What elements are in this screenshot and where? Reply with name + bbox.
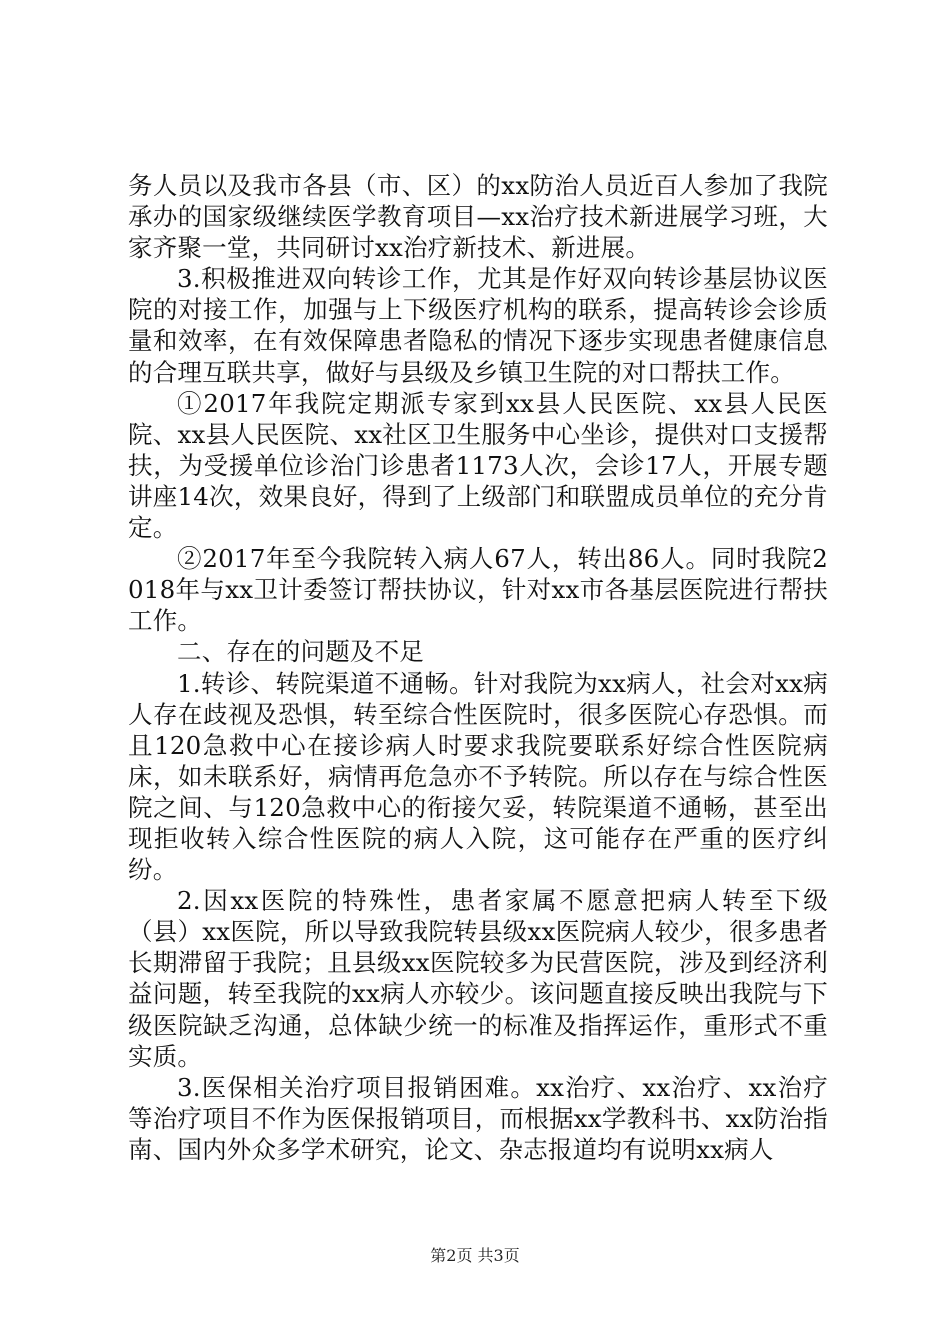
paragraph-item-3: 3.积极推进双向转诊工作，尤其是作好双向转诊基层协议医院的对接工作，加强与上下级医疗机构的联系，提高转诊会诊质量和效率，在有效保障患者隐私的情况下逐步实现患者健康信息的合理互联共享，做好与县级及乡镇卫生院的对口帮扶工作。	[128, 264, 828, 387]
paragraph-subitem-1: ①2017年我院定期派专家到xx县人民医院、xx县人民医院、xx县人民医院、xx社区卫生服务中心坐诊，提供对口支援帮扶，为受援单位诊治门诊患者1173人次，会诊17人，开展专题讲座14次，效果良好，得到了上级部门和联盟成员单位的充分肯定。	[128, 388, 828, 543]
document-body	[128, 170, 828, 1165]
paragraph-problem-2: 2.因xx医院的特殊性，患者家属不愿意把病人转至下级（县）xx医院，所以导致我院转县级xx医院病人较少，很多患者长期滞留于我院；且县级xx医院较多为民营医院，涉及到经济利益问题，转至我院的xx病人亦较少。该问题直接反映出我院与下级医院缺乏沟通，总体缺少统一的标准及指挥运作，重形式不重实质。	[128, 886, 828, 1071]
page-number-footer: 第2页 共3页	[430, 1246, 520, 1265]
paragraph-problem-1: 1.转诊、转院渠道不通畅。针对我院为xx病人，社会对xx病人存在歧视及恐惧，转至综合性医院时，很多医院心存恐惧。而且120急救中心在接诊病人时要求我院要联系好综合性医院病床，如未联系好，病情再危急亦不予转院。所以存在与综合性医院之间、与120急救中心的衔接欠妥，转院渠道不通畅，甚至出现拒收转入综合性医院的病人入院，这可能存在严重的医疗纠纷。	[128, 668, 828, 885]
paragraph-subitem-2: ②2017年至今我院转入病人67人，转出86人。同时我院2018年与xx卫计委签订帮扶协议，针对xx市各基层医院进行帮扶工作。	[128, 544, 828, 636]
section-heading: 二、存在的问题及不足	[177, 637, 424, 667]
paragraph-continuation: 务人员以及我市各县（市、区）的xx防治人员近百人参加了我院承办的国家级继续医学教育项目—xx治疗技术新进展学习班，大家齐聚一堂，共同研讨xx治疗新技术、新进展。	[128, 171, 828, 263]
paragraph-problem-3: 3.医保相关治疗项目报销困难。xx治疗、xx治疗、xx治疗等治疗项目不作为医保报销项目，而根据xx学教科书、xx防治指南、国内外众多学术研究，论文、杂志报道均有说明xx病人	[128, 1072, 828, 1164]
